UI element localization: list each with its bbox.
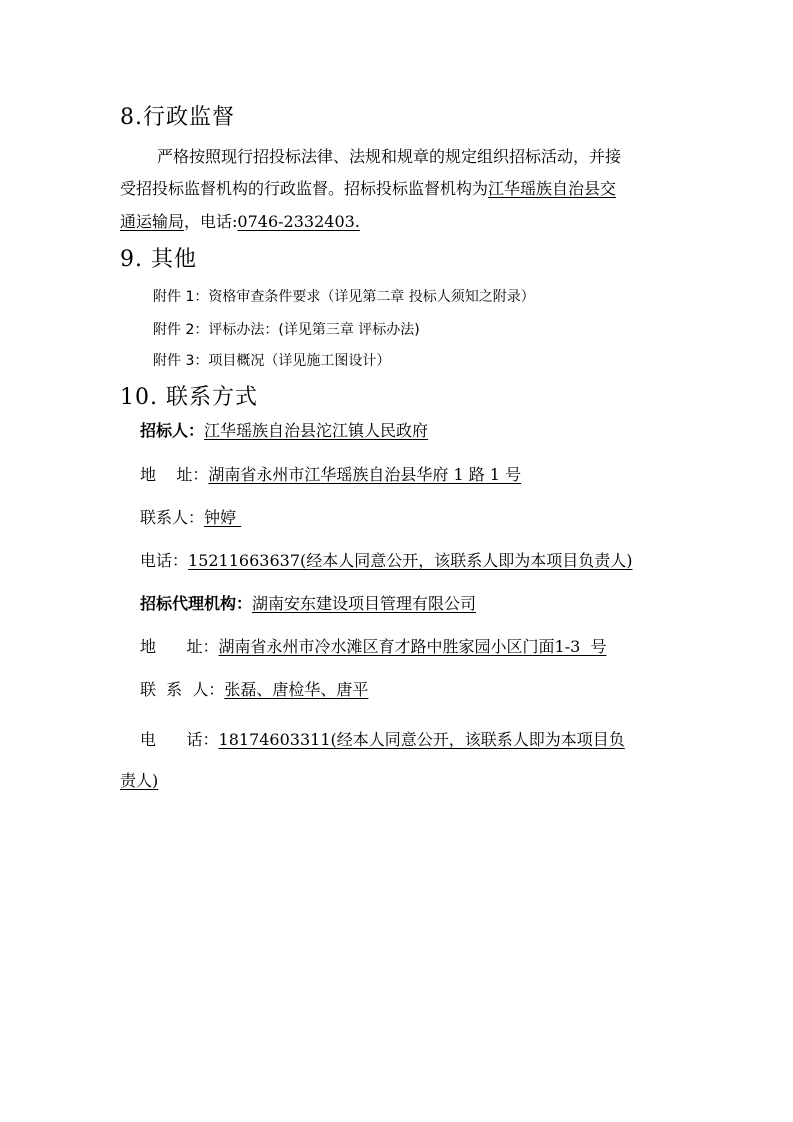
tenderer-phone: 15211663637(经本人同意公开，该联系人即为本项目负责人): [188, 551, 633, 570]
tenderer-contact: 钟婷: [204, 508, 242, 527]
contact-label: 联系人：: [140, 508, 205, 527]
attachment-3: 附件 3：项目概况（详见施工图设计）: [153, 353, 391, 369]
tenderer-row: [140, 418, 428, 441]
supervisor-name-part-2: 通运输局: [120, 212, 185, 231]
address-label: 地 址：: [140, 637, 219, 656]
agent-phone-row: [140, 727, 625, 750]
phone-label: 电 话：: [140, 730, 219, 749]
tenderer-address-row: [140, 462, 521, 485]
agent-contact-row: [140, 677, 368, 700]
agent-phone: 18174603311(经本人同意公开，该联系人即为本项目负: [218, 730, 625, 749]
tenderer-contact-row: [140, 505, 241, 528]
agent-address: 湖南省永州市冷水滩区育才路中胜家园小区门面1-3 号: [218, 637, 607, 656]
tenderer-label: 招标人：: [140, 421, 205, 440]
tenderer-address: 湖南省永州市江华瑶族自治县华府 1 路 1 号: [208, 465, 522, 484]
section-8-text: 受招投标监督机构的行政监督。招标投标监督机构为: [120, 179, 489, 198]
attachment-1: 附件 1：资格审查条件要求（详见第二章 投标人须知之附录）: [153, 289, 535, 305]
section-8-paragraph-line-1: 严格按照现行招投标法律、法规和规章的规定组织招标活动，并接: [157, 147, 622, 166]
agent-value: 湖南安东建设项目管理有限公司: [252, 594, 477, 613]
phone-label: 电话：: [140, 551, 189, 570]
address-label: 地 址：: [140, 465, 209, 484]
section-10-title: 10. 联系方式: [120, 385, 258, 410]
section-8-paragraph-line-2: [120, 176, 616, 199]
phone-label: ，电话:: [184, 212, 238, 231]
agent-row: [140, 591, 476, 614]
section-8-paragraph-line-3: [120, 209, 360, 232]
tenderer-phone-row: [140, 548, 632, 571]
agent-label: 招标代理机构：: [140, 594, 253, 613]
supervisor-name-part-1: 江华瑶族自治县交: [488, 179, 617, 198]
section-8-title: 8.行政监督: [120, 105, 235, 130]
agent-contact: 张磊、唐检华、唐平: [224, 680, 369, 699]
agent-phone-continuation: [120, 768, 158, 791]
section-9-title: 9. 其他: [120, 247, 197, 272]
supervisor-phone: 0746-2332403.: [237, 212, 360, 231]
agent-phone-tail: 责人): [120, 771, 159, 790]
agent-address-row: [140, 634, 606, 657]
tenderer-value: 江华瑶族自治县沱江镇人民政府: [204, 421, 429, 440]
contact-label: 联 系 人：: [140, 680, 225, 699]
attachment-2: 附件 2：评标办法：(详见第三章 评标办法): [153, 322, 420, 338]
